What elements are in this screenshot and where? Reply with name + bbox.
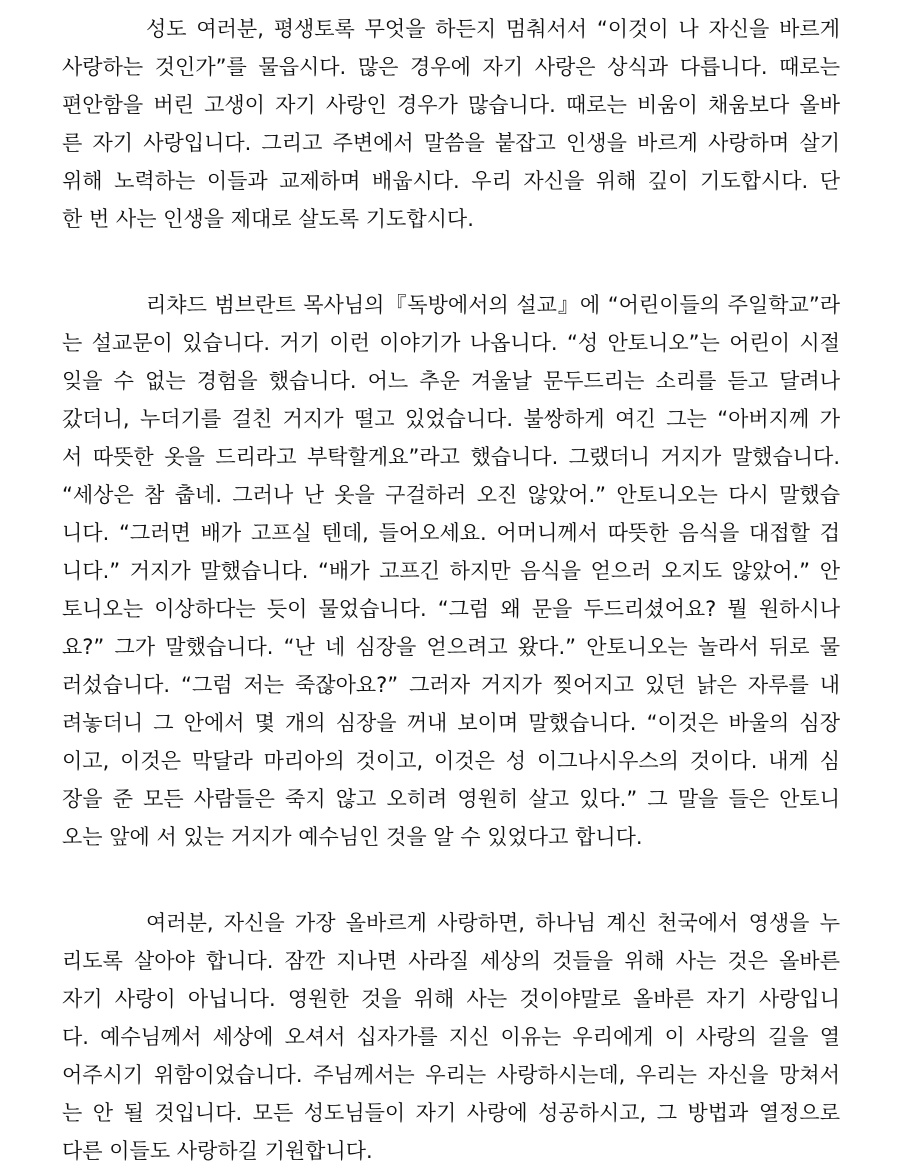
text-line: 편안함을 버린 고생이 자기 사랑인 경우가 많습니다. 때로는 비움이 채움보다 올바 — [62, 93, 840, 117]
text-line: 사랑하는 것인가”를 물읍시다. 많은 경우에 자기 사랑은 상식과 다릅니다. 때로는 — [62, 55, 840, 79]
text-line: 잊을 수 없는 경험을 했습니다. 어느 추운 겨울날 문두드리는 소리를 듣고 달려나 — [62, 369, 840, 393]
text-line: 오는 앞에 서 있는 거지가 예수님인 것을 알 수 있었다고 합니다. — [62, 825, 643, 849]
text-line: 토니오는 이상하다는 듯이 물었습니다. “그럼 왜 문을 두드리셨어요? 뭘 원하시나 — [62, 597, 840, 621]
text-line: 는 안 될 것입니다. 모든 성도님들이 자기 사랑에 성공하시고, 그 방법과 열정으로 — [62, 1101, 840, 1125]
document-page — [62, 10, 840, 1170]
text-line: 갔더니, 누더기를 걸친 거지가 떨고 있었습니다. 불쌍하게 여긴 그는 “아버지께 가 — [62, 407, 840, 431]
text-line: 리도록 살아야 합니다. 잠깐 지나면 사라질 세상의 것들을 위해 사는 것은 올바른 — [62, 949, 840, 973]
text-line: 성도 여러분, 평생토록 무엇을 하든지 멈춰서서 “이것이 나 자신을 바르게 — [146, 17, 840, 41]
text-line: 서 따뜻한 옷을 드리라고 부탁할게요”라고 했습니다. 그랬더니 거지가 말했습니다. — [62, 445, 840, 469]
paragraph-3 — [62, 904, 840, 1170]
text-line: 려놓더니 그 안에서 몇 개의 심장을 꺼내 보이며 말했습니다. “이것은 바울의 심장 — [62, 711, 840, 735]
text-line: 리챠드 범브란트 목사님의『독방에서의 설교』에 “어린이들의 주일학교”라 — [146, 293, 840, 317]
paragraph-1 — [62, 10, 840, 238]
text-line: 는 설교문이 있습니다. 거기 이런 이야기가 나옵니다. “성 안토니오”는 어린이 시절 — [62, 331, 840, 355]
text-line: 니다.” 거지가 말했습니다. “배가 고프긴 하지만 음식을 얻으러 오지도 않았어.” 안 — [62, 559, 840, 583]
paragraph-spacer — [62, 238, 840, 286]
text-line: 자기 사랑이 아닙니다. 영원한 것을 위해 사는 것이야말로 올바른 자기 사랑입니 — [62, 987, 840, 1011]
text-line: 장을 준 모든 사람들은 죽지 않고 오히려 영원히 살고 있다.” 그 말을 들은 안토니 — [62, 787, 840, 811]
text-line: 른 자기 사랑입니다. 그리고 주변에서 말씀을 붙잡고 인생을 바르게 사랑하며 살기 — [62, 131, 840, 155]
text-line: 이고, 이것은 막달라 마리아의 것이고, 이것은 성 이그나시우스의 것이다. 내게 심 — [62, 749, 840, 773]
text-line: 러섰습니다. “그럼 저는 죽잖아요?” 그러자 거지가 찢어지고 있던 낡은 자루를 내 — [62, 673, 840, 697]
text-line: 한 번 사는 인생을 제대로 살도록 기도합시다. — [62, 207, 474, 231]
text-line: 니다. “그러면 배가 고프실 텐데, 들어오세요. 어머니께서 따뜻한 음식을 대접할 겁 — [62, 521, 840, 545]
text-line: 여러분, 자신을 가장 올바르게 사랑하면, 하나님 계신 천국에서 영생을 누 — [146, 911, 840, 935]
paragraph-2 — [62, 286, 840, 856]
text-line: 위해 노력하는 이들과 교제하며 배웁시다. 우리 자신을 위해 깊이 기도합시다. 단 — [62, 169, 840, 193]
text-line: 다른 이들도 사랑하길 기원합니다. — [62, 1139, 373, 1163]
text-line: 요?” 그가 말했습니다. “난 네 심장을 얻으려고 왔다.” 안토니오는 놀라서 뒤로 물 — [62, 635, 840, 659]
text-line: “세상은 참 춥네. 그러나 난 옷을 구걸하러 오진 않았어.” 안토니오는 다시 말했습 — [62, 483, 840, 507]
paragraph-spacer — [62, 856, 840, 904]
text-line: 어주시기 위함이었습니다. 주님께서는 우리는 사랑하시는데, 우리는 자신을 망쳐서 — [62, 1063, 840, 1087]
text-line: 다. 예수님께서 세상에 오셔서 십자가를 지신 이유는 우리에게 이 사랑의 길을 열 — [62, 1025, 840, 1049]
